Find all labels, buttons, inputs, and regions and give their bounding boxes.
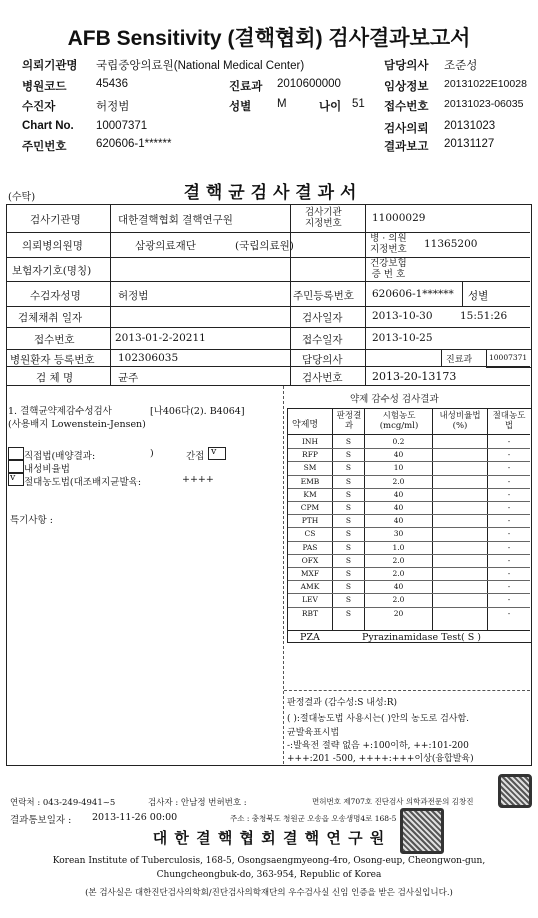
institute-seal xyxy=(400,808,444,854)
doctor-label: 담당의사 xyxy=(384,60,429,72)
cell-drug: KM xyxy=(303,489,317,499)
col-result: 판정결과 xyxy=(336,411,362,431)
cell-drug: INH xyxy=(301,437,319,446)
request-value: 20131023 xyxy=(444,120,496,132)
notify-date-value: 2013-11-26 00:00 xyxy=(92,812,178,823)
cell-drug: CS xyxy=(304,529,316,539)
chart-label: Chart No. xyxy=(22,120,74,132)
cell-abs: - xyxy=(507,608,511,618)
dept-doc-value: 10007371 xyxy=(489,353,528,362)
patient-label: 수진자 xyxy=(22,101,56,113)
report-label: 결과보고 xyxy=(384,141,429,153)
specimen-value: 균주 xyxy=(118,372,139,384)
legend-line-4: -:발육전 절략 없음 +:100이하, ++:101-200 xyxy=(287,741,469,751)
footer-license: 면허번호 제707호 진단검사 의학과전문의 김창진 xyxy=(312,797,474,806)
exam-no-value: 2013-20-13173 xyxy=(372,370,457,383)
cell-result: S xyxy=(345,542,352,552)
cell-conc: 0.2 xyxy=(392,437,405,446)
cell-result: S xyxy=(345,516,352,526)
cell-abs: - xyxy=(507,503,511,512)
footer-examiner: 검사자 : 안남정 번허번호 : xyxy=(148,798,247,808)
cell-abs: - xyxy=(507,595,511,605)
sex-label: 성별 xyxy=(229,101,252,113)
pza-value: Pyrazinamidase Test( S ) xyxy=(362,632,481,643)
cell-drug: OFX xyxy=(301,555,319,565)
org-address-en-1: Korean Institute of Tuberculosis, 168-5, Osongsaengmyeong-4ro, Osong-eup, Cheongwon-gun, xyxy=(52,856,486,866)
method-code: [나406다(2). B4064] xyxy=(150,406,245,417)
ratio-option: 내성비율법 xyxy=(24,464,70,475)
notify-date-label: 결과통보일자 : xyxy=(10,815,72,826)
clinic-id-label: 병 · 의원 지정번호 xyxy=(370,233,407,255)
cell-abs: - xyxy=(507,569,511,578)
direct-checkbox[interactable] xyxy=(8,447,24,460)
hospital-code-label: 병원코드 xyxy=(22,81,67,93)
patient-reg-label: 병원환자 등록번호 xyxy=(10,354,95,366)
cell-drug: SM xyxy=(303,463,317,473)
absolute-option: 절대농도법(대조배지균발육: xyxy=(24,477,142,488)
cell-result: S xyxy=(345,437,352,446)
cell-drug: MXF xyxy=(300,569,320,578)
legend-line-2: ( ):절대농도법 사용시는( )안의 농도로 검사함. xyxy=(287,714,470,724)
rrn-value: 620606-1****** xyxy=(96,138,172,150)
cell-conc: 40 xyxy=(393,489,404,499)
clinical-value: 20131022E10028 xyxy=(444,78,527,90)
referral-label: 의뢰기관명 xyxy=(22,60,78,72)
reception-label: 접수번호 xyxy=(384,101,429,113)
clinical-label: 임상정보 xyxy=(384,81,429,93)
report-title: AFB Sensitivity (결핵협회) 검사결과보고서 xyxy=(67,27,471,50)
exam-no-label: 검사번호 xyxy=(302,372,343,384)
cell-drug: EMB xyxy=(300,476,320,486)
exam-date-label: 검사일자 xyxy=(302,312,343,324)
reception-value: 20131023-06035 xyxy=(444,98,524,110)
age-value: 51 xyxy=(352,98,365,110)
cell-conc: 2.0 xyxy=(392,555,405,565)
cell-drug: PAS xyxy=(302,542,318,552)
susceptibility-title: 약제 감수성 검사결과 xyxy=(350,394,439,405)
reception-no-label: 접수번호 xyxy=(34,334,75,346)
dept-value: 2010600000 xyxy=(277,78,341,90)
insurance-no-label: 건강보험 증 번 호 xyxy=(370,258,407,280)
cell-conc: 2.0 xyxy=(392,476,405,486)
cell-abs: - xyxy=(507,476,511,486)
cell-conc: 40 xyxy=(393,503,404,512)
cell-conc: 30 xyxy=(393,529,404,539)
cell-result: S xyxy=(345,450,352,460)
cell-conc: 40 xyxy=(393,582,404,592)
direct-option: 직접법(배양결과: xyxy=(24,451,96,462)
lab-id-value: 11000029 xyxy=(372,212,426,224)
dept-doc-label: 진료과 xyxy=(446,355,473,365)
cell-conc: 20 xyxy=(393,608,404,618)
cell-drug: AMK xyxy=(300,582,320,592)
patient-reg-value: 102306035 xyxy=(118,352,179,364)
reception-date-value: 2013-10-25 xyxy=(372,332,433,344)
indirect-check-mark: v xyxy=(211,446,217,457)
clinic-name-sub: (국립의료원) xyxy=(235,240,294,252)
col-ratio: 내성비율법(%) xyxy=(439,411,481,431)
patient-name-label: 수검자성명 xyxy=(30,290,81,302)
absolute-growth-value: ++++ xyxy=(182,474,214,485)
cell-abs: - xyxy=(507,555,511,565)
specimen-label: 검 체 명 xyxy=(36,372,74,384)
rrn-label: 주민번호 xyxy=(22,141,67,153)
cell-drug: LEV xyxy=(302,595,318,605)
patient-value: 허정범 xyxy=(96,101,130,113)
cell-result: S xyxy=(345,463,352,473)
lab-name-label: 검사기관명 xyxy=(30,214,81,226)
cell-result: S xyxy=(345,555,352,565)
request-label: 검사의뢰 xyxy=(384,123,429,135)
cell-abs: - xyxy=(507,437,511,446)
dept-label: 진료과 xyxy=(229,81,263,93)
cell-result: S xyxy=(345,476,352,486)
cell-conc: 2.0 xyxy=(392,569,405,578)
cell-result: S xyxy=(345,489,352,499)
cell-drug: CPM xyxy=(300,503,320,512)
remarks-label: 특기사항 : xyxy=(10,515,53,526)
reception-no-value: 2013-01-2-20211 xyxy=(115,332,206,344)
cell-result: S xyxy=(345,582,352,592)
cell-result: S xyxy=(345,503,352,512)
chart-value: 10007371 xyxy=(96,120,148,132)
cell-abs: - xyxy=(507,463,511,473)
doctor-value: 조준성 xyxy=(444,60,478,72)
cell-abs: - xyxy=(507,542,511,552)
lab-id-label: 검사기관 지정번호 xyxy=(305,207,342,229)
exam-time-value: 15:51:26 xyxy=(460,310,508,322)
age-label: 나이 xyxy=(319,101,342,113)
cell-abs: - xyxy=(507,489,511,499)
cell-abs: - xyxy=(507,582,511,592)
referral-value: 국립중앙의료원(National Medical Center) xyxy=(96,60,305,72)
insurer-label: 보험자기호(명칭) xyxy=(12,265,92,277)
hospital-code-value: 45436 xyxy=(96,78,128,90)
lab-name-value: 대한결핵협회 결핵연구원 xyxy=(118,214,233,226)
cell-drug: RFP xyxy=(302,450,318,460)
sex-doc-label: 성별 xyxy=(468,290,489,302)
doc-tag: (수탁) xyxy=(8,192,36,203)
exam-date-value: 2013-10-30 xyxy=(372,310,433,322)
col-drug: 약제명 xyxy=(292,420,319,430)
absolute-check-mark: v xyxy=(10,472,16,483)
footer-contact: 연락처 : 043-249-4941~5 xyxy=(10,798,116,808)
method-title: 1. 결핵균약제감수성검사 xyxy=(8,406,112,417)
report-value: 20131127 xyxy=(444,138,495,150)
clinic-id-value: 11365200 xyxy=(424,238,478,250)
org-name-ko: 대 한 결 핵 협 회 결 핵 연 구 원 xyxy=(152,829,386,847)
cell-abs: - xyxy=(507,516,511,526)
legend-line-3: 균발육표시법 xyxy=(287,728,340,738)
rrn-doc-label: 주민등록번호 xyxy=(293,290,354,302)
doc-heading: 결 핵 균 검 사 결 과 서 xyxy=(183,183,357,203)
doctor-doc-label: 담당의사 xyxy=(302,354,343,366)
sex-value: M xyxy=(277,98,287,110)
org-address-en-2: Chungcheongbuk-do, 363-954, Republic of Korea xyxy=(156,870,382,880)
cell-drug: RBT xyxy=(301,608,319,618)
media-line: (사용배지 Lowenstein-Jensen) xyxy=(8,419,146,430)
cell-conc: 10 xyxy=(393,463,404,473)
cell-result: S xyxy=(345,529,352,539)
cell-abs: - xyxy=(507,529,511,539)
legend-line-1: 판정결과 (감수성:S 내성:R) xyxy=(287,698,397,708)
legend-line-5: +++:201 -500, ++++:+++이상(융합발육) xyxy=(287,754,474,764)
indirect-option: 간접 xyxy=(186,451,205,462)
patient-name-value: 허정범 xyxy=(118,290,149,302)
cell-result: S xyxy=(345,608,352,618)
cell-drug: PTH xyxy=(301,516,319,526)
clinic-name-label: 의뢰병의원명 xyxy=(22,240,83,252)
examiner-seal xyxy=(498,774,532,808)
cell-result: S xyxy=(345,569,352,578)
cell-result: S xyxy=(345,595,352,605)
cell-conc: 1.0 xyxy=(392,542,405,552)
col-absolute: 절대농도법 xyxy=(492,411,526,431)
cell-conc: 40 xyxy=(393,450,404,460)
pza-label: PZA xyxy=(300,632,320,643)
cell-conc: 40 xyxy=(393,516,404,526)
footer-address: 주소 : 충청북도 청원군 오송읍 오송생명4로 168-5 xyxy=(230,814,397,823)
direct-option-end: ) xyxy=(150,448,154,459)
collection-date-label: 검체채취 일자 xyxy=(18,312,83,324)
rrn-doc-value: 620606-1****** xyxy=(372,288,454,300)
reception-date-label: 접수일자 xyxy=(302,334,343,346)
col-concentration: 시험농도(mcg/ml) xyxy=(379,411,419,431)
cell-conc: 2.0 xyxy=(392,595,405,605)
cell-abs: - xyxy=(507,450,511,460)
clinic-name-value: 삼광의료재단 xyxy=(135,240,196,252)
certification-note: (본 검사실은 대한진단검사의학회/진단검사의학재단의 우수검사실 신임 인증을 받은 검사실입니다.) xyxy=(85,888,453,898)
